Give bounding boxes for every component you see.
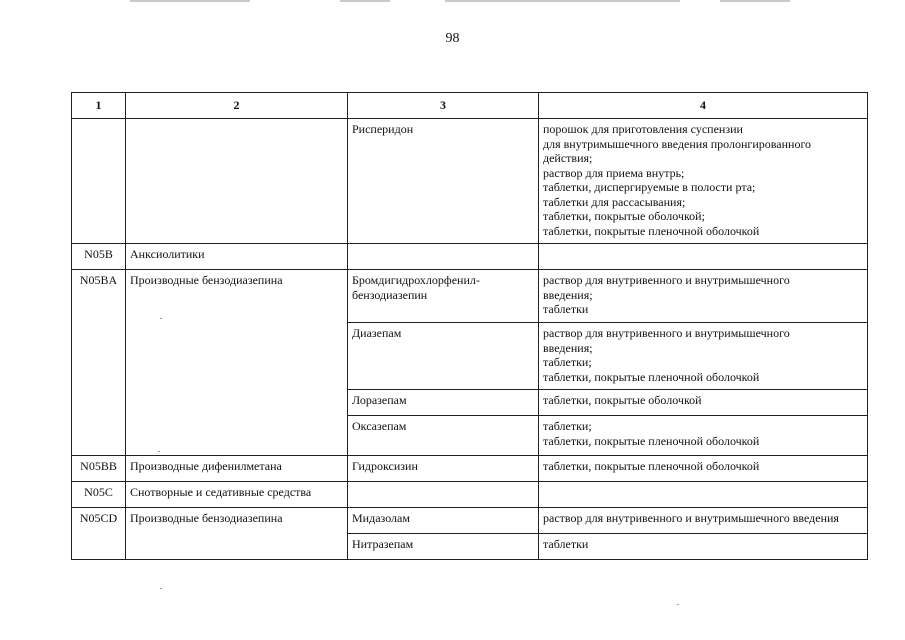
dosage-form-line: таблетки, покрытые пленочной оболочкой: [543, 369, 760, 384]
scan-speck: [160, 318, 162, 319]
scan-speck: [677, 604, 679, 605]
dosage-form-line: таблетки;: [543, 419, 592, 433]
group-name-cell: Производные дифенилметана: [126, 456, 348, 482]
table-row: [72, 456, 868, 482]
table-row: [72, 270, 868, 323]
atc-code-cell: N05C: [72, 482, 126, 508]
drug-name-cell: [348, 323, 539, 390]
atc-code-cell: N05B: [72, 244, 126, 270]
group-name-cell: Производные бензодиазепина: [126, 508, 348, 560]
table-row: [72, 482, 868, 508]
scan-speck: [158, 451, 160, 452]
drug-name-line: бензодиазепин: [352, 287, 428, 302]
dosage-form-line: действия;: [543, 151, 593, 165]
drug-name-line: Мидазолам: [352, 511, 410, 525]
dosage-form-line: раствор для приема внутрь;: [543, 165, 685, 180]
drug-name-cell: [348, 416, 539, 456]
drug-name-line: Гидроксизин: [352, 459, 418, 473]
drug-name-line: Бромдигидрохлорфенил-: [352, 273, 480, 287]
dosage-form-line: таблетки, покрытые оболочкой: [543, 393, 702, 407]
dosage-forms-cell: [539, 119, 868, 244]
dosage-form-line: порошок для приготовления суспензии: [543, 122, 743, 136]
table-row: [72, 119, 868, 244]
dosage-form-line: таблетки, диспергируемые в полости рта;: [543, 180, 756, 194]
scan-speck: [160, 588, 162, 589]
dosage-forms-cell: [539, 508, 868, 534]
drug-name-cell: [348, 482, 539, 508]
dosage-forms-cell: [539, 482, 868, 508]
dosage-form-line: введения;: [543, 287, 593, 302]
drug-name-cell: [348, 270, 539, 323]
table-body: [72, 119, 868, 560]
dosage-form-line: для внутримышечного введения пролонгированного: [543, 136, 812, 151]
dosage-form-line: таблетки, покрытые пленочной оболочкой: [543, 459, 760, 473]
group-name-cell: Снотворные и седативные средства: [126, 482, 348, 508]
scan-edge-line: [445, 0, 680, 2]
dosage-form-line: раствор для внутривенного и внутримышечного: [543, 326, 790, 340]
table-header-row: [72, 93, 868, 119]
dosage-forms-cell: [539, 416, 868, 456]
dosage-forms-cell: [539, 390, 868, 416]
dosage-form-line: раствор для внутривенного и внутримышечного: [543, 273, 790, 287]
drug-name-line: Нитразепам: [352, 537, 414, 551]
drug-name-line: Диазепам: [352, 326, 402, 340]
table-row: [72, 508, 868, 534]
atc-code-cell: N05BA: [72, 270, 126, 456]
drug-name-cell: [348, 390, 539, 416]
dosage-form-line: таблетки: [543, 537, 589, 551]
dosage-forms-cell: [539, 323, 868, 390]
group-name-cell: Производные бензодиазепина: [126, 270, 348, 456]
dosage-form-line: таблетки: [543, 302, 589, 316]
dosage-form-line: таблетки, покрытые пленочной оболочкой: [543, 223, 760, 238]
medicines-table: [71, 92, 868, 560]
dosage-forms-cell: [539, 244, 868, 270]
drug-name-line: Лоразепам: [352, 393, 407, 407]
drug-name-cell: [348, 119, 539, 244]
drug-name-cell: [348, 508, 539, 534]
atc-code-cell: N05BB: [72, 456, 126, 482]
table-row: [72, 244, 868, 270]
dosage-forms-cell: [539, 534, 868, 560]
scan-edge-line: [340, 0, 390, 2]
dosage-form-line: таблетки, покрытые оболочкой;: [543, 209, 705, 223]
dosage-forms-cell: [539, 456, 868, 482]
drug-name-cell: [348, 456, 539, 482]
dosage-form-line: таблетки;: [543, 355, 592, 369]
group-name-cell: Анксиолитики: [126, 244, 348, 270]
atc-code-cell: N05CD: [72, 508, 126, 560]
column-header: 2: [126, 93, 348, 119]
atc-code-cell: [72, 119, 126, 244]
dosage-form-line: таблетки для рассасывания;: [543, 194, 686, 209]
column-header: 1: [72, 93, 126, 119]
scan-edge-line: [720, 0, 790, 2]
page-number: 98: [445, 31, 460, 46]
dosage-form-line: таблетки, покрытые пленочной оболочкой: [543, 433, 760, 448]
drug-name-cell: [348, 244, 539, 270]
scan-edge-line: [130, 0, 250, 2]
column-header: 3: [348, 93, 539, 119]
dosage-form-line: раствор для внутривенного и внутримышечного введения: [543, 511, 839, 525]
drug-name-cell: [348, 534, 539, 560]
group-name-cell: [126, 119, 348, 244]
drug-name-line: Оксазепам: [352, 419, 407, 433]
column-header: 4: [539, 93, 868, 119]
drug-name-line: Рисперидон: [352, 122, 414, 136]
dosage-forms-cell: [539, 270, 868, 323]
dosage-form-line: введения;: [543, 340, 593, 355]
